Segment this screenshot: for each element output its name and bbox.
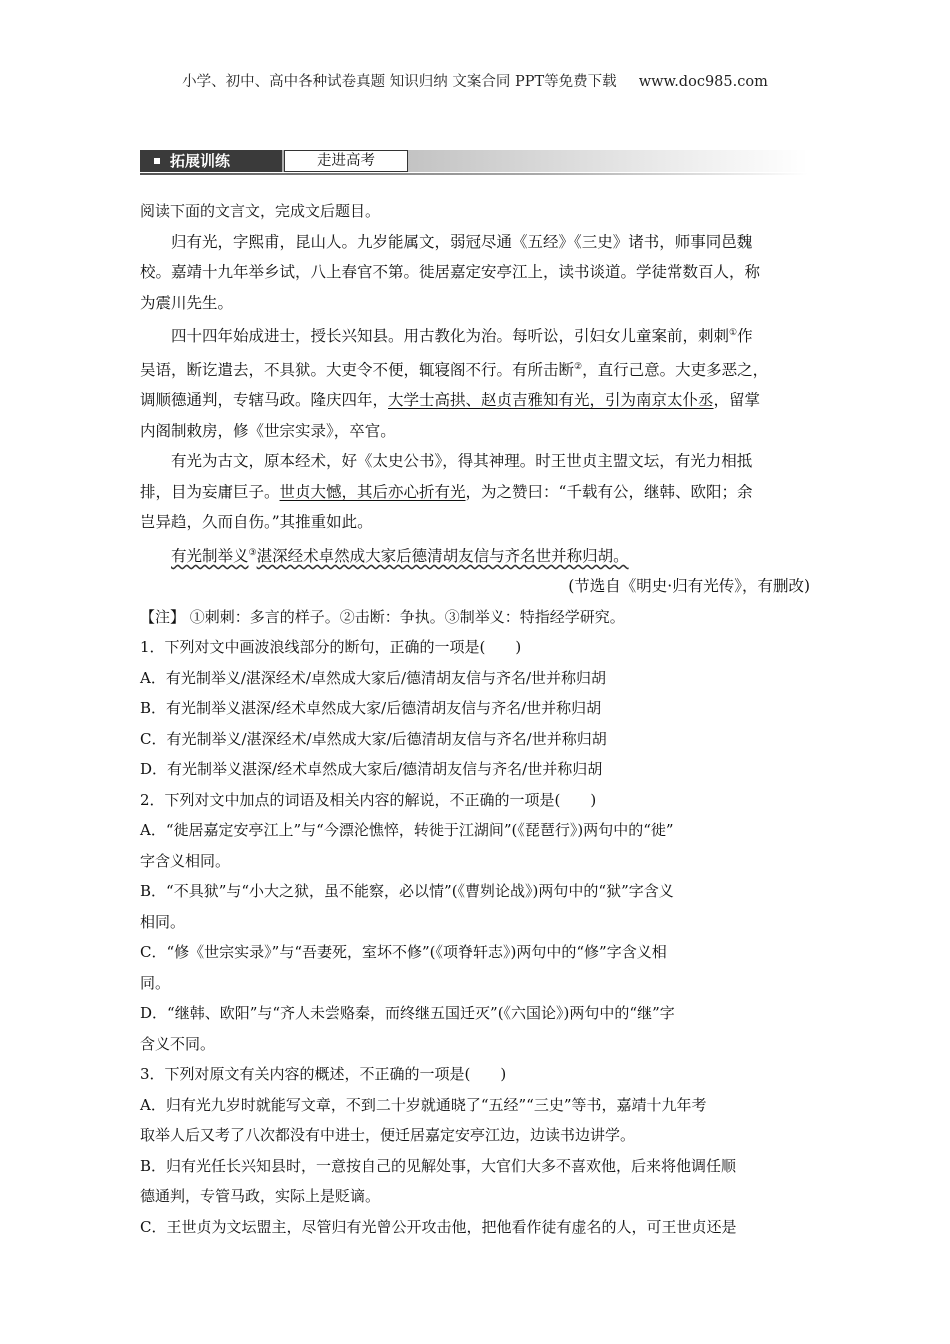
passage-line: 内阁制敕房，修《世宗实录》，卒官。 [140, 421, 396, 440]
text-span: ，直行己意。大吏多恶之， [582, 360, 769, 379]
answer-option-cont: 相同。 [140, 912, 186, 931]
passage-line [140, 352, 810, 386]
answer-option-cont: 含义不同。 [140, 1034, 216, 1053]
passage-line [140, 538, 810, 572]
question-3 [140, 1059, 810, 1242]
document-body [140, 196, 810, 1242]
question-1 [140, 632, 810, 785]
answer-option-cont: 同。 [140, 973, 171, 992]
question-stem: 3．下列对原文有关内容的概述，不正确的一项是( ) [140, 1065, 507, 1084]
answer-option[interactable]: D．“继韩、欧阳”与“齐人未尝赂秦，而终继五国迁灭”(《六国论》)两句中的“继”字 [140, 1004, 675, 1023]
passage-line: 校。嘉靖十九年举乡试，八上春官不第。徙居嘉定安亭江上，读书谈道。学徒常数百人，称 [140, 263, 761, 281]
footnote-ref: ③ [248, 547, 257, 558]
text-span: 吴语，断讫遣去，不具狱。大吏令不便，辄寝阁不行。有所击断 [140, 360, 575, 379]
answer-option[interactable]: C．“修《世宗实录》”与“吾妻死，室坏不修”(《项脊轩志》)两句中的“修”字含义相 [140, 943, 667, 962]
footnote-ref: ① [729, 328, 738, 338]
header-url[interactable]: www.doc985.com [638, 74, 768, 90]
text-span: ，留掌 [713, 391, 761, 410]
answer-option[interactable]: B．归有光任长兴知县时，一意按自己的见解处事，大官们大多不喜欢他，后来将他调任顺 [140, 1156, 737, 1175]
answer-option[interactable]: B．有光制举义湛深/经术卓然成大家/后德清胡友信与齐名/世并称归胡 [140, 699, 602, 718]
banner-underline [140, 173, 808, 175]
banner-left [140, 150, 282, 172]
text-span: ，为之赞曰：“千载有公，继韩、欧阳；余 [465, 482, 753, 501]
wavy-underlined-text: 湛深经术卓然成大家后德清胡友信与齐名世并称归胡。 [256, 546, 629, 565]
underlined-sentence: 大学士高拱、赵贞吉雅知有光，引为南京太仆丞 [388, 391, 714, 410]
answer-option[interactable]: A．有光制举义/湛深经术/卓然成大家后/德清胡友信与齐名/世并称归胡 [140, 668, 607, 687]
header-text: 小学、初中、高中各种试卷真题 知识归纳 文案合同 PPT等免费下载 [182, 74, 617, 90]
answer-option[interactable]: C．王世贞为文坛盟主，尽管归有光曾公开攻击他，把他看作徒有虚名的人，可王世贞还是 [140, 1217, 737, 1236]
passage-line: 岂异趋，久而自伤。”其推重如此。 [140, 513, 373, 532]
answer-option[interactable]: D．有光制举义湛深/经术卓然成大家后/德清胡友信与齐名/世并称归胡 [140, 760, 603, 779]
notes: 【注】 ①刺刺：多言的样子。②击断：争执。③制举义：特指经学研究。 [140, 607, 625, 626]
answer-option[interactable]: C．有光制举义/湛深经术/卓然成大家/后德清胡友信与齐名/世并称归胡 [140, 729, 607, 748]
text-span: 四十四年始成进士，授长兴知县。用古教化为治。每听讼，引妇女儿童案前，刺刺 [171, 327, 730, 346]
passage-line: 为震川先生。 [140, 293, 234, 312]
wavy-underlined-text: 有光制举义 [171, 546, 249, 565]
text-span: 排，目为妄庸巨子。 [140, 482, 280, 501]
underlined-sentence: 世贞大憾，其后亦心折有光 [279, 482, 466, 501]
answer-option[interactable]: B．“不具狱”与“小大之狱，虽不能察，必以情”(《曹刿论战》)两句中的“狱”字含义 [140, 882, 674, 901]
answer-option-cont: 字含义相同。 [140, 851, 231, 870]
intro-instruction: 阅读下面的文言文，完成文后题目。 [140, 202, 381, 220]
section-banner [140, 150, 808, 176]
passage-line: 归有光，字熙甫，昆山人。九岁能属文，弱冠尽通《五经》《三史》诸书，师事同邑魏 [171, 232, 753, 251]
passage-line [140, 385, 810, 416]
footnote-ref: ② [574, 361, 583, 372]
banner-left-label: 拓展训练 [170, 152, 231, 170]
answer-option-cont: 德通判，专管马政，实际上是贬谪。 [140, 1187, 381, 1206]
passage-line [140, 318, 810, 352]
passage-line [140, 477, 810, 508]
page-header [0, 70, 950, 91]
answer-option[interactable]: A．“徙居嘉定安亭江上”与“今漂沦憔悴，转徙于江湖间”(《琵琶行》)两句中的“徙” [140, 821, 674, 840]
answer-option[interactable]: A．归有光九岁时就能写文章，不到二十岁就通晓了“五经”“三史”等书，嘉靖十九年考 [140, 1095, 707, 1114]
answer-option-cont: 取举人后又考了八次都没有中进士，便迁居嘉定安亭江边，边读书边讲学。 [140, 1126, 636, 1145]
text-span: 调顺德通判，专辖马政。隆庆四年， [140, 391, 389, 410]
bullet-square-icon [154, 158, 160, 164]
question-stem: 1．下列对文中画波浪线部分的断句，正确的一项是( ) [140, 638, 522, 657]
question-2 [140, 785, 810, 1060]
source-citation: (节选自《明史·归有光传》，有删改) [568, 577, 810, 596]
question-stem: 2．下列对文中加点的词语及相关内容的解说，不正确的一项是( ) [140, 790, 597, 809]
passage-line: 有光为古文，原本经术，好《太史公书》，得其神理。时王世贞主盟文坛，有光力相抵 [171, 452, 753, 471]
banner-right: 走进高考 [284, 150, 408, 172]
passage [140, 227, 810, 602]
text-span: 作 [737, 327, 753, 346]
